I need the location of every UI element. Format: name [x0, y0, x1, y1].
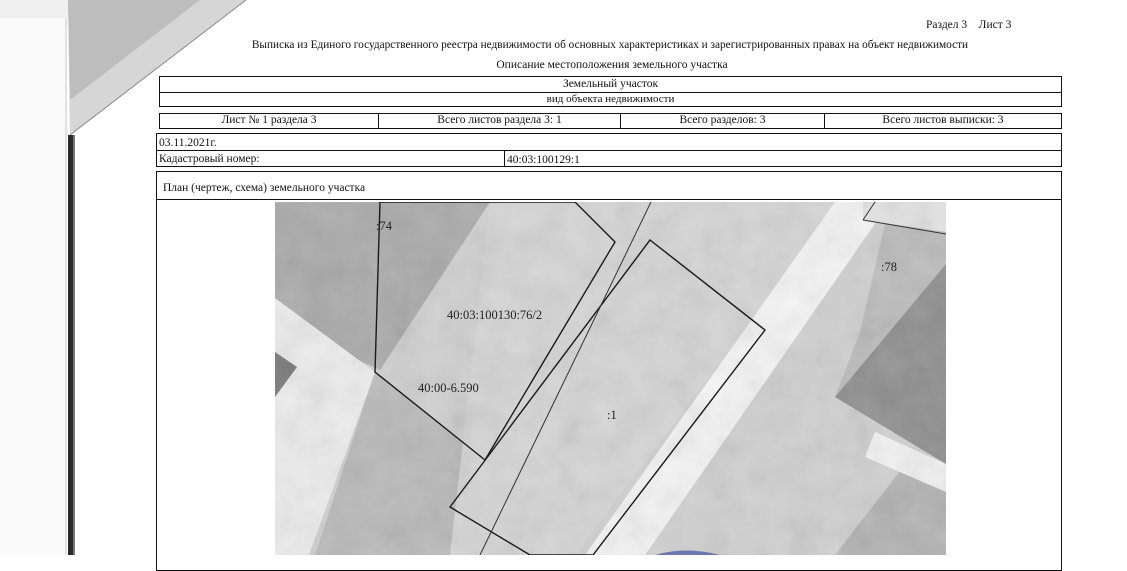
- scan-grain: [275, 202, 946, 555]
- object-name: Земельный участок: [562, 78, 659, 90]
- label-zone: 40:00-6.590: [418, 381, 479, 395]
- label-parcel-1: :1: [607, 408, 617, 422]
- plan-title: План (чертеж, схема) земельного участка: [163, 182, 366, 194]
- object-name-row: [159, 76, 1062, 93]
- land-plot-map: [275, 202, 946, 555]
- object-kind-row: [159, 92, 1062, 107]
- document-title: Выписка из Единого государственного реестра недвижимости об основных характеристиках и зарегистрированных правах на объект недвижимости: [251, 39, 969, 51]
- object-kind: вид объекта недвижимости: [546, 93, 675, 105]
- total-sections: Всего разделов: 3: [620, 114, 824, 128]
- label-parcel-76-2: 40:03:100130:76/2: [447, 308, 543, 322]
- cadastral-label: Кадастровый номер:: [159, 153, 260, 165]
- label-parcel-74: :74: [376, 219, 392, 233]
- map-drawing: [275, 202, 946, 555]
- section-sheet-label: Раздел 3 Лист 3: [926, 19, 1012, 31]
- meta-block: [156, 133, 1062, 167]
- document-subtitle: Описание местоположения земельного участка: [496, 59, 728, 71]
- total-sheets-section: Всего листов раздела 3: 1: [378, 114, 620, 128]
- sheet-info-row: [159, 113, 1062, 129]
- extract-date: 03.11.2021г.: [159, 137, 217, 149]
- label-parcel-78: :78: [881, 260, 897, 274]
- total-sheets-extract: Всего листов выписки: 3: [824, 114, 1061, 128]
- cadastral-number: 40:03:100129:1: [507, 154, 580, 166]
- sheet-of-section: Лист № 1 раздела 3: [221, 114, 317, 126]
